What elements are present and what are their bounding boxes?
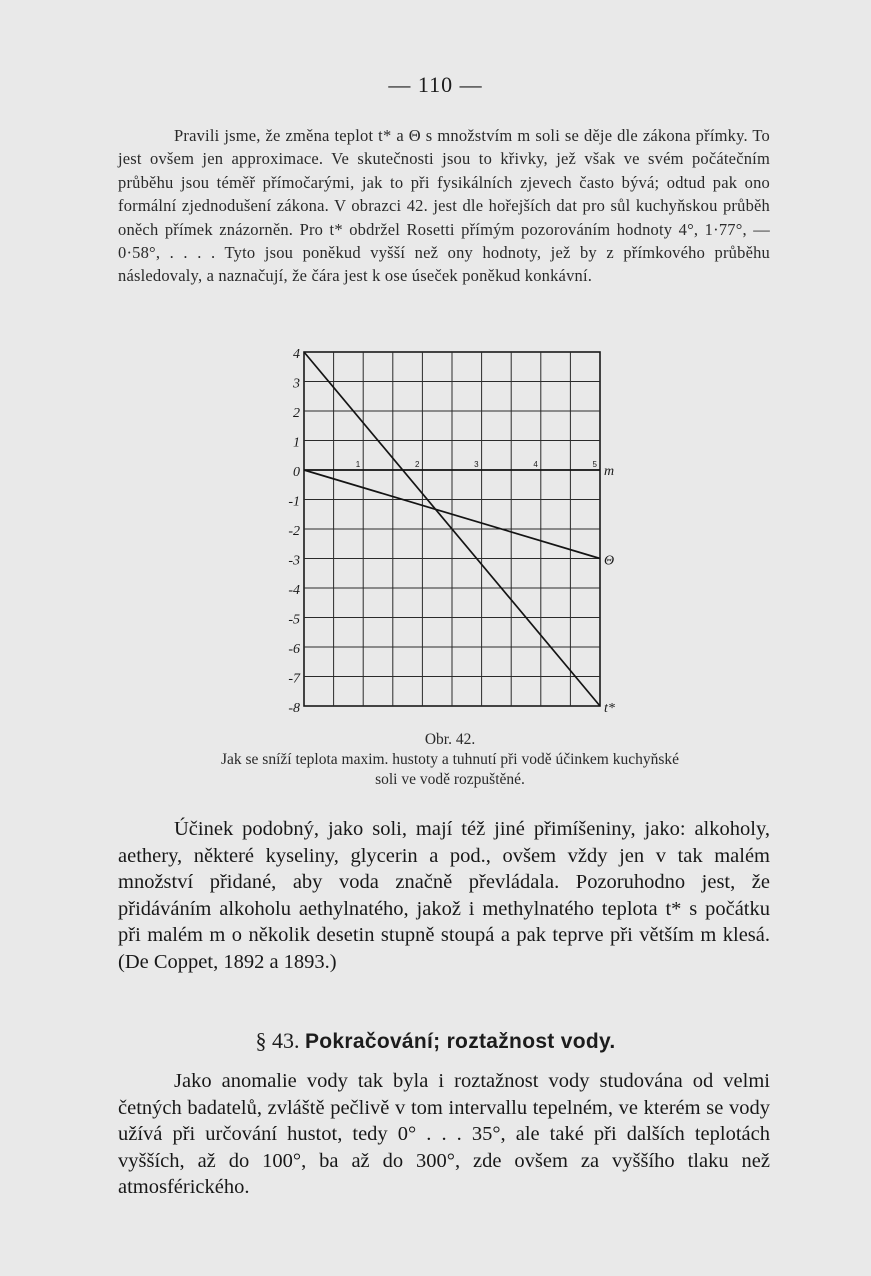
- series-end-label: Θ: [604, 553, 615, 569]
- y-tick-label: -2: [288, 524, 300, 539]
- y-tick-label: 0: [293, 465, 300, 480]
- paragraph-admixtures-text: Účinek podobný, jako soli, mají též jiné přimíšeniny, jako: alkoholy, aethery, některé kyseliny, glycerin a pod., ovšem vždy jen v tak malém množství přidané, aby voda značně převládala. Pozoruhodno jest, že přidáváním alkoholu aethylnatého, jakož i methylnatého teplota t* s počátku při malém m o několik desetin stupně stoupá a pak teprve při větším m klesá. (De Coppet, 1892 a 1893.): [118, 818, 770, 973]
- y-tick-label: -1: [288, 494, 300, 510]
- paragraph-admixtures: [118, 816, 770, 976]
- page-number: — 110 —: [388, 72, 483, 97]
- section-symbol: § 43.: [255, 1028, 300, 1053]
- y-tick-label: -3: [288, 553, 300, 569]
- x-tick-label: 4: [533, 460, 538, 469]
- x-tick-label: 3: [474, 460, 479, 469]
- y-tick-label: 4: [293, 347, 300, 362]
- series-end-label: t*: [604, 701, 615, 716]
- figure-label: Obr. 42.: [424, 731, 476, 748]
- y-tick-label: -4: [288, 583, 300, 598]
- section-title: Pokračování; roztažnost vody.: [304, 1030, 616, 1053]
- paragraph-expansion-text: Jako anomalie vody tak byla i roztažnost vody studována od velmi četných badatelů, zvláště pečlivě v tom intervallu tepelném, ve kterém se vody užívá při určování hustot, tedy 0° . . . 35°, ale také při dalších teplotách vyšších, až do 100°, ba až do 300°, zde ovšem za vyššího tlaku než atmosférického.: [118, 1070, 770, 1199]
- paragraph-intro-text: Pravili jsme, že změna teplot t* a Θ s množstvím m soli se děje dle zákona přímky. To jest ovšem jen approximace. Ve skutečnosti jsou to křivky, jež však ve svém počátečním průběhu jsou téměř přímočarými, jak to při fysikálních zjevech často bývá; odtud pak ono formální zjednodušení zákona. V obrazci 42. jest dle hořejších dat pro sůl kuchyňskou průběh oněch přímek znázorněn. Pro t* obdržel Rosetti přímým pozorováním hodnoty 4°, 1·77°, — 0·58°, . . . . Tyto jsou poněkud vyšší než ony hodnoty, jež by z přímkového průběhu následovaly, a naznačují, že čára jest k ose úseček poněkud konkávní.: [118, 126, 770, 286]
- x-tick-label: 1: [355, 460, 361, 469]
- figure-caption: [130, 730, 770, 790]
- section-heading: [0, 1028, 871, 1054]
- y-tick-label: 2: [293, 406, 300, 421]
- x-tick-label: 5: [592, 460, 597, 469]
- paragraph-expansion: [118, 1068, 770, 1201]
- x-tick-label: 2: [414, 460, 420, 469]
- y-tick-label: -5: [288, 612, 300, 628]
- y-tick-label: -6: [288, 642, 300, 657]
- y-tick-label: 3: [293, 376, 300, 392]
- y-tick-label: 1: [293, 435, 300, 451]
- y-tick-label: -8: [288, 701, 300, 716]
- figure-caption-line2: soli ve vodě rozpuštěné.: [375, 771, 525, 788]
- figure-caption-line1: Jak se sníží teplota maxim. hustoty a tuhnutí při vodě účinkem kuchyňské: [220, 751, 680, 768]
- y-tick-label: -7: [288, 671, 300, 687]
- x-axis-label: m: [604, 464, 615, 479]
